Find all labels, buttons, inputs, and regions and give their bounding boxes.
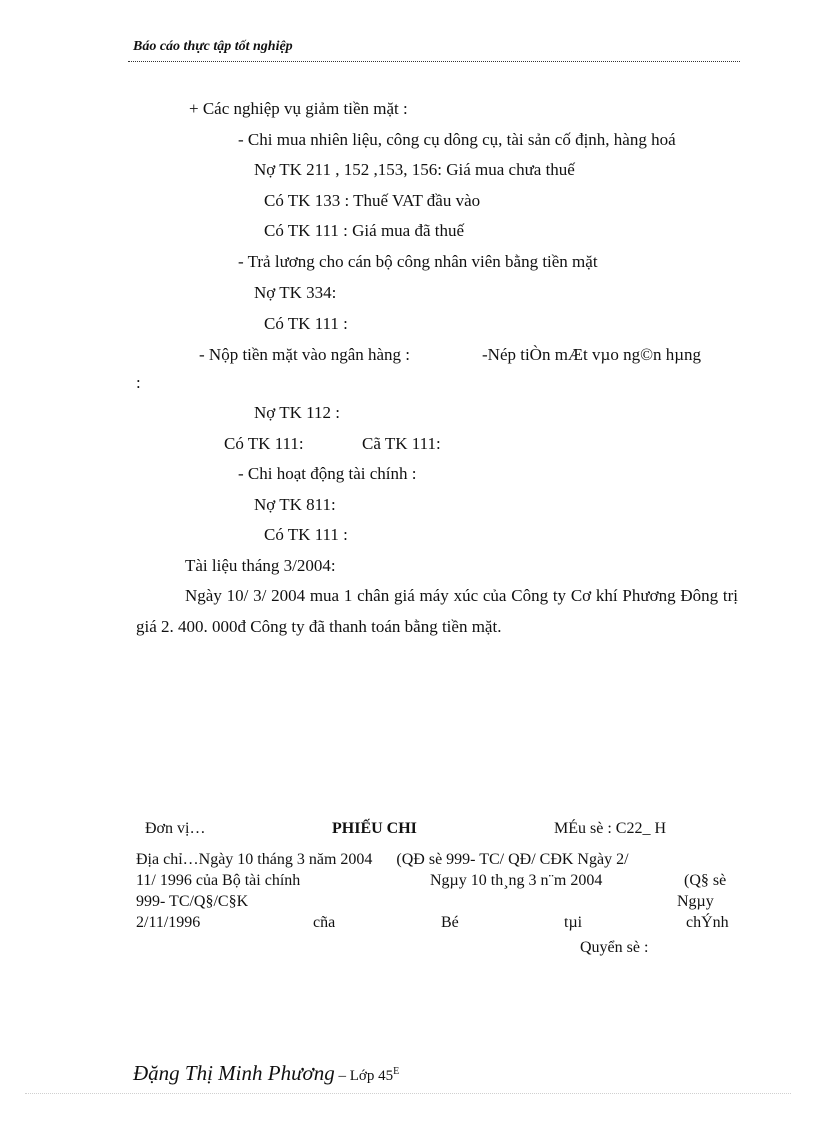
body-line-09b: -Nép tiÒn mÆt vµo ng©n hµng — [482, 345, 702, 364]
body-line-14: Nợ TK 811: — [254, 495, 336, 514]
header-title: Báo cáo thực tập tốt nghiệp — [133, 39, 293, 54]
voucher-line-4b: cña — [313, 914, 336, 931]
body-line-16: Tài liệu tháng 3/2004: — [185, 556, 336, 575]
voucher-line-4e: chÝnh — [686, 914, 729, 931]
voucher-address-line: Địa chỉ…Ngày 10 tháng 3 năm 2004 (QĐ sè 999- TC/ QĐ/ CĐK Ngày 2/ — [136, 851, 629, 868]
body-line-01: + Các nghiệp vụ giảm tiền mặt : — [189, 99, 408, 118]
body-line-03: Nợ TK 211 , 152 ,153, 156: Giá mua chưa thuế — [254, 160, 575, 179]
body-line-09a: - Nộp tiền mặt vào ngân hàng : — [199, 345, 411, 364]
footer-rule — [25, 1093, 791, 1094]
footer-class-text: – Lớp 45 — [334, 1068, 394, 1084]
voucher-line-4d: tµi — [564, 914, 583, 931]
voucher-book-number: Quyển sè : — [580, 939, 649, 956]
body-line-12a: Có TK 111: — [224, 434, 304, 453]
voucher-unit: Đơn vị… — [145, 820, 206, 837]
body-line-10: : — [136, 373, 141, 392]
body-line-12b: Cã TK 111: — [362, 434, 441, 453]
body-line-08: Có TK 111 : — [264, 314, 348, 333]
footer-class-sup: E — [393, 1066, 400, 1077]
voucher-line-4c: Bé — [441, 914, 459, 931]
footer-author-name: Đặng Thị Minh Phương — [133, 1061, 335, 1085]
body-line-07: Nợ TK 334: — [254, 283, 337, 302]
voucher-line-2b: Ngµy 10 th¸ng 3 n¨m 2004 — [430, 872, 603, 889]
voucher-line-3b: Ngµy — [677, 893, 714, 910]
header-rule — [128, 61, 740, 62]
voucher-form-number: MÉu sè : C22_ H — [554, 820, 666, 837]
voucher-title: PHIẾU CHI — [332, 820, 417, 837]
body-paragraph-purchase: Ngày 10/ 3/ 2004 mua 1 chân giá máy xúc của Công ty Cơ khí Phương Đông trị giá 2. 400. 000đ Công ty đã thanh toán bằng tiền mặt. — [136, 586, 738, 636]
body-line-13: - Chi hoạt động tài chính : — [238, 464, 417, 483]
voucher-line-4a: 2/11/1996 — [136, 914, 201, 931]
body-line-02: - Chi mua nhiên liệu, công cụ dông cụ, tài sản cố định, hàng hoá — [238, 130, 676, 149]
voucher-line-2a: 11/ 1996 của Bộ tài chính — [136, 872, 301, 889]
footer-class-label — [335, 1068, 399, 1084]
body-line-15: Có TK 111 : — [264, 525, 348, 544]
voucher-line-2c: (Q§ sè — [684, 872, 727, 889]
body-line-11: Nợ TK 112 : — [254, 403, 340, 422]
body-line-06: - Trả lương cho cán bộ công nhân viên bằng tiền mặt — [238, 252, 598, 271]
body-line-05: Có TK 111 : Giá mua đã thuế — [264, 221, 465, 240]
voucher-line-3a: 999- TC/Q§/C§K — [136, 893, 249, 910]
body-line-04: Có TK 133 : Thuế VAT đầu vào — [264, 191, 481, 210]
footer-author-block — [133, 1061, 399, 1086]
